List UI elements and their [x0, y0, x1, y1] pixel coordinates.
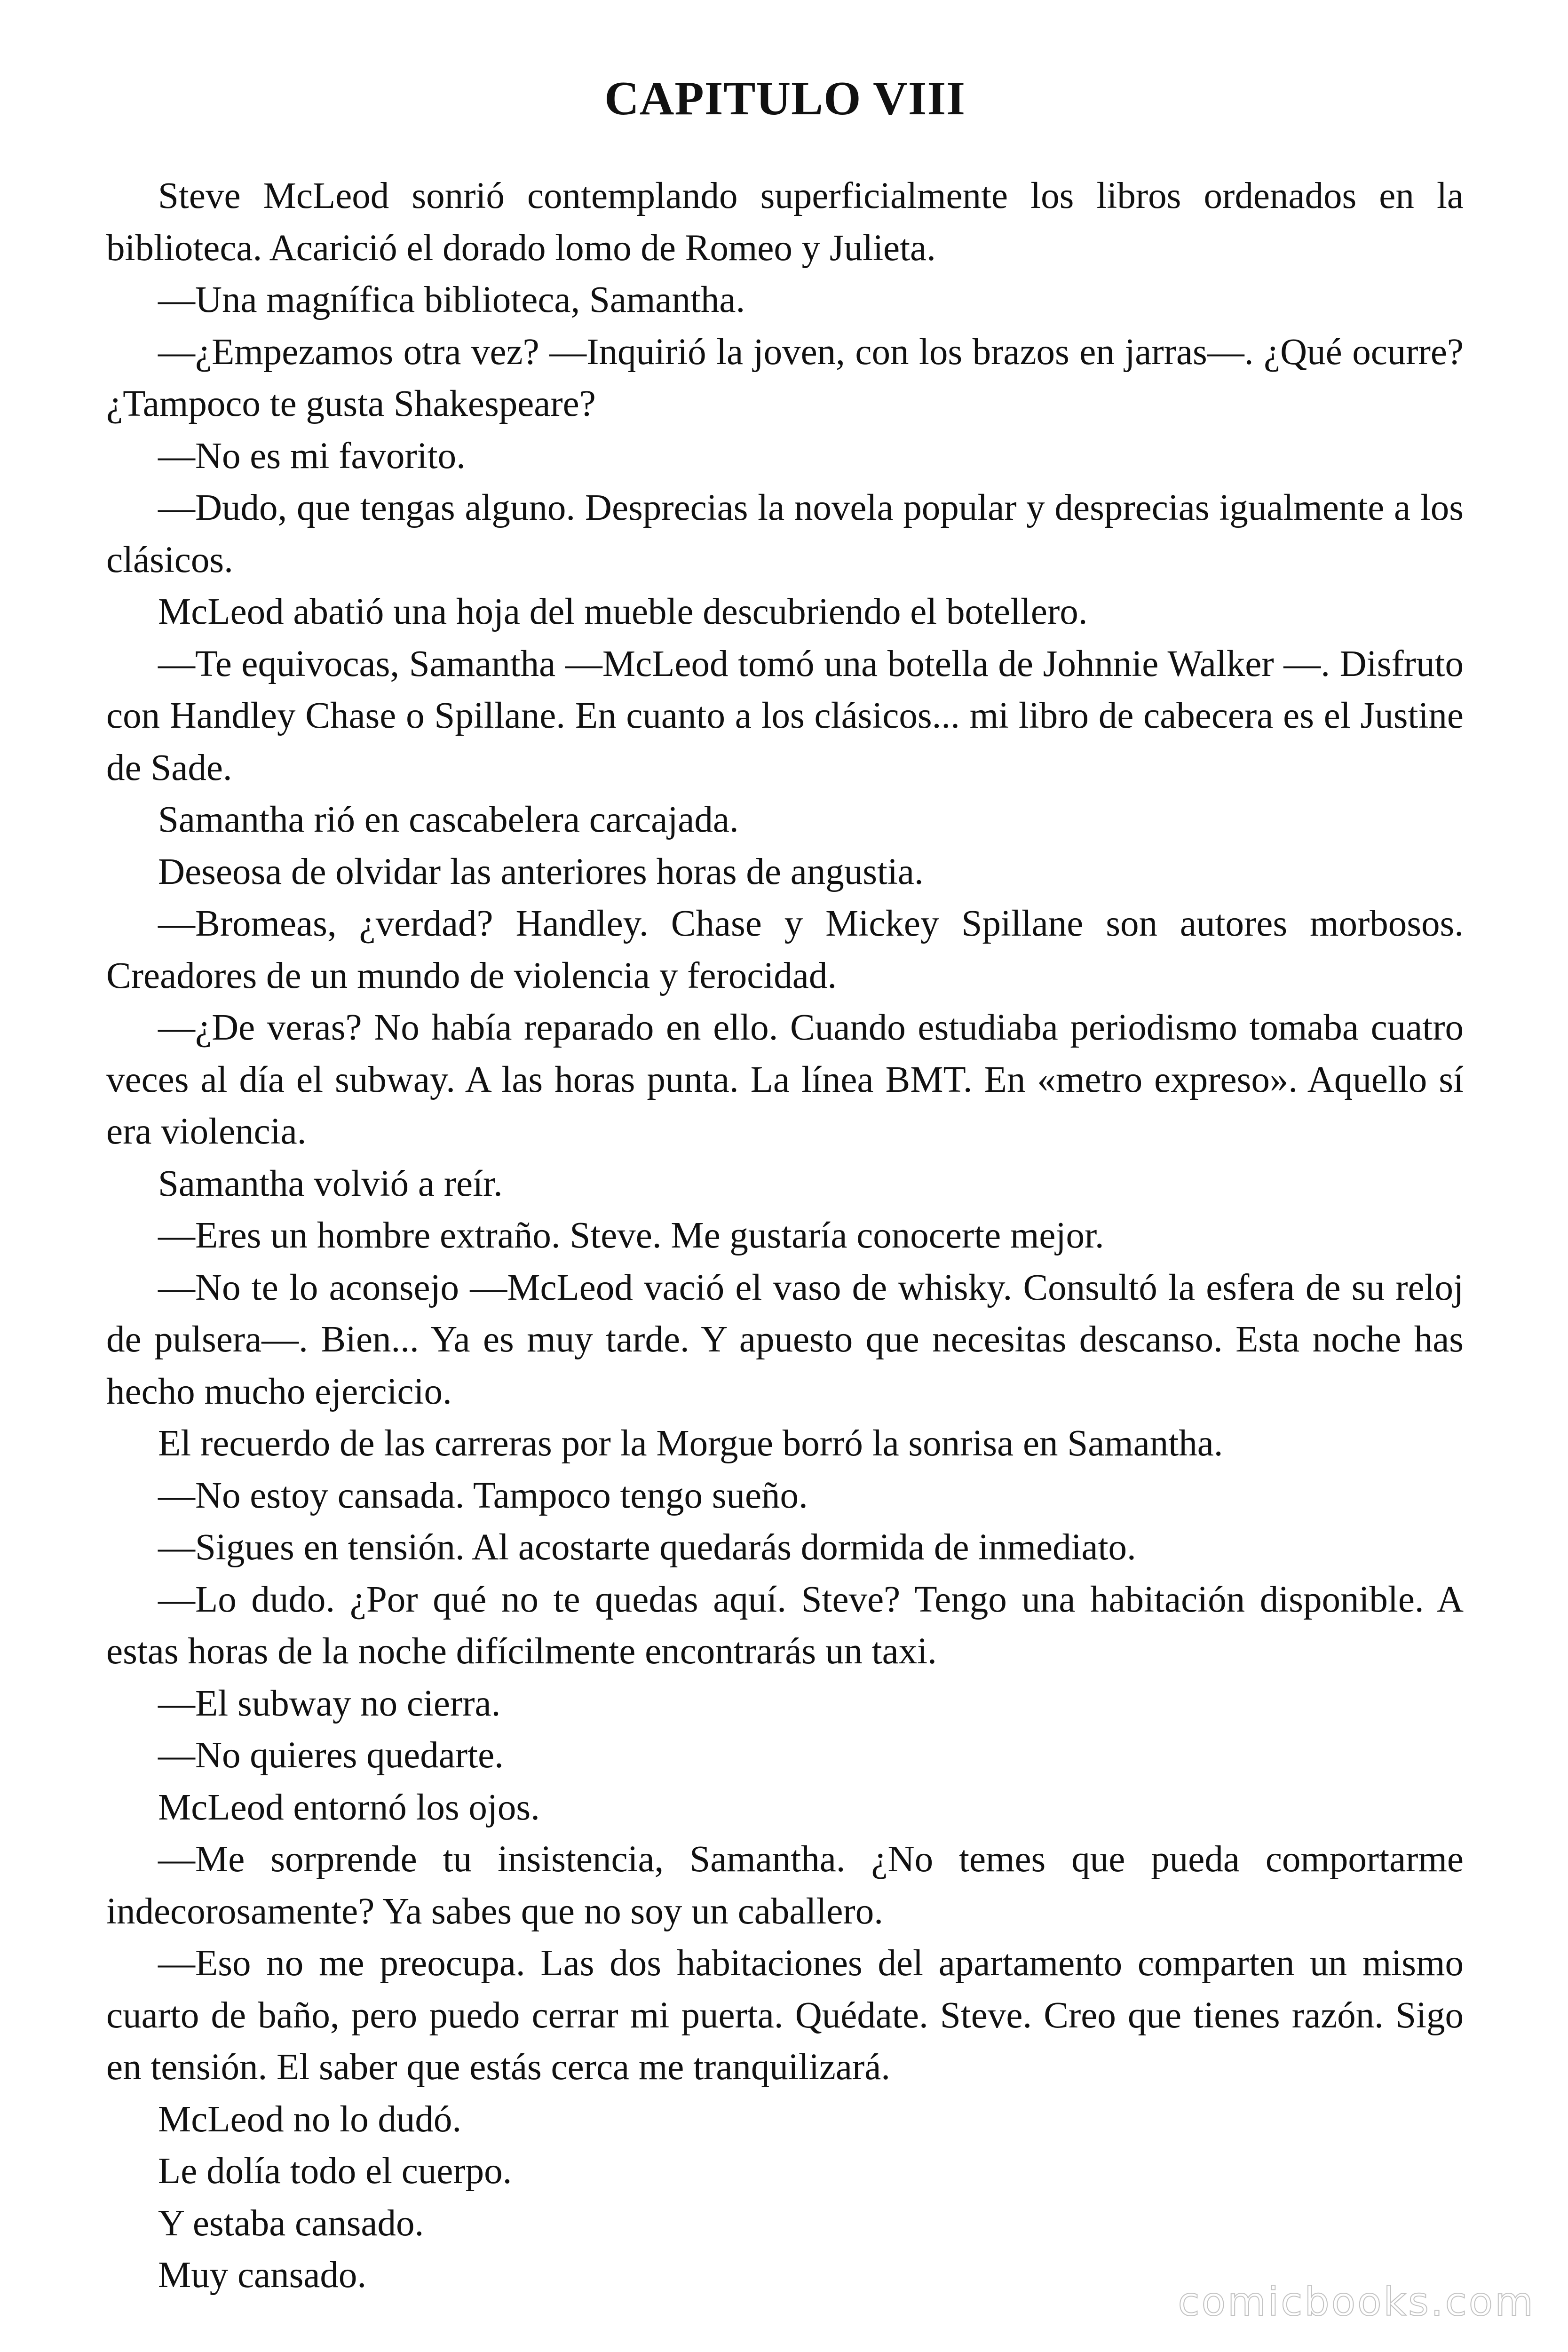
paragraph: —Eso no me preocupa. Las dos habitaciones del apartamento comparten un mismo cuarto de baño, pero puedo cerrar mi puerta. Quédate. Steve. Creo que tienes razón. Sigo en tensión. El saber que estás cerca me tranquilizará.: [106, 1943, 1464, 2088]
book-page: [106, 71, 1464, 2302]
paragraph: El recuerdo de las carreras por la Morgue borró la sonrisa en Samantha.: [158, 1423, 1223, 1464]
paragraph: —No es mi favorito.: [158, 435, 466, 477]
paragraph: —Me sorprende tu insistencia, Samantha. ¿No temes que pueda comportarme indecorosamente? Ya sabes que no soy un caballero.: [106, 1839, 1464, 1932]
paragraph: Samantha rió en cascabelera carcajada.: [158, 799, 739, 840]
paragraph: —¿Empezamos otra vez? —Inquirió la joven, con los brazos en jarras—. ¿Qué ocurre? ¿Tampoco te gusta Shakespeare?: [106, 331, 1464, 424]
paragraph: —Dudo, que tengas alguno. Desprecias la novela popular y desprecias igualmente a los clásicos.: [106, 487, 1464, 580]
paragraph: McLeod abatió una hoja del mueble descubriendo el botellero.: [158, 591, 1088, 632]
paragraph: McLeod no lo dudó.: [158, 2098, 462, 2140]
watermark: comicbooks.com: [1178, 2279, 1535, 2325]
paragraph: —Bromeas, ¿verdad? Handley. Chase y Mickey Spillane son autores morbosos. Creadores de un mundo de violencia y ferocidad.: [106, 903, 1464, 996]
paragraph: Muy cansado.: [158, 2255, 367, 2296]
paragraph: McLeod entornó los ojos.: [158, 1787, 540, 1828]
paragraph: —¿De veras? No había reparado en ello. Cuando estudiaba periodismo tomaba cuatro veces al día el subway. A las horas punta. La línea BMT. En «metro expreso». Aquello sí era violencia.: [106, 1007, 1464, 1152]
paragraph: —El subway no cierra.: [158, 1683, 501, 1724]
paragraph: Y estaba cansado.: [158, 2202, 424, 2244]
paragraph: Steve McLeod sonrió contemplando superficialmente los libros ordenados en la biblioteca. Acarició el dorado lomo de Romeo y Julieta.: [106, 175, 1464, 269]
paragraph: —Eres un hombre extraño. Steve. Me gustaría conocerte mejor.: [158, 1215, 1104, 1256]
paragraph: Samantha volvió a reír.: [158, 1163, 503, 1204]
paragraph: —Lo dudo. ¿Por qué no te quedas aquí. Steve? Tengo una habitación disponible. A estas horas de la noche difícilmente encontrarás un taxi.: [106, 1579, 1464, 1672]
paragraph: —No te lo aconsejo —McLeod vació el vaso de whisky. Consultó la esfera de su reloj de pulsera—. Bien... Ya es muy tarde. Y apuesto que necesitas descanso. Esta noche has hecho mucho ejercicio.: [106, 1267, 1464, 1412]
paragraph: —Te equivocas, Samantha —McLeod tomó una botella de Johnnie Walker —. Disfruto con Handley Chase o Spillane. En cuanto a los clásicos... mi libro de cabecera es el Justine de Sade.: [106, 643, 1464, 788]
paragraph: Deseosa de olvidar las anteriores horas de angustia.: [158, 851, 924, 892]
paragraph: —No quieres quedarte.: [158, 1735, 504, 1776]
paragraph: —No estoy cansada. Tampoco tengo sueño.: [158, 1475, 808, 1516]
chapter-title: CAPITULO VIII: [604, 72, 966, 125]
chapter-body: [106, 170, 1464, 2302]
paragraph: —Sigues en tensión. Al acostarte quedarás dormida de inmediato.: [158, 1527, 1136, 1568]
paragraph: Le dolía todo el cuerpo.: [158, 2151, 512, 2192]
paragraph: —Una magnífica biblioteca, Samantha.: [158, 279, 745, 320]
